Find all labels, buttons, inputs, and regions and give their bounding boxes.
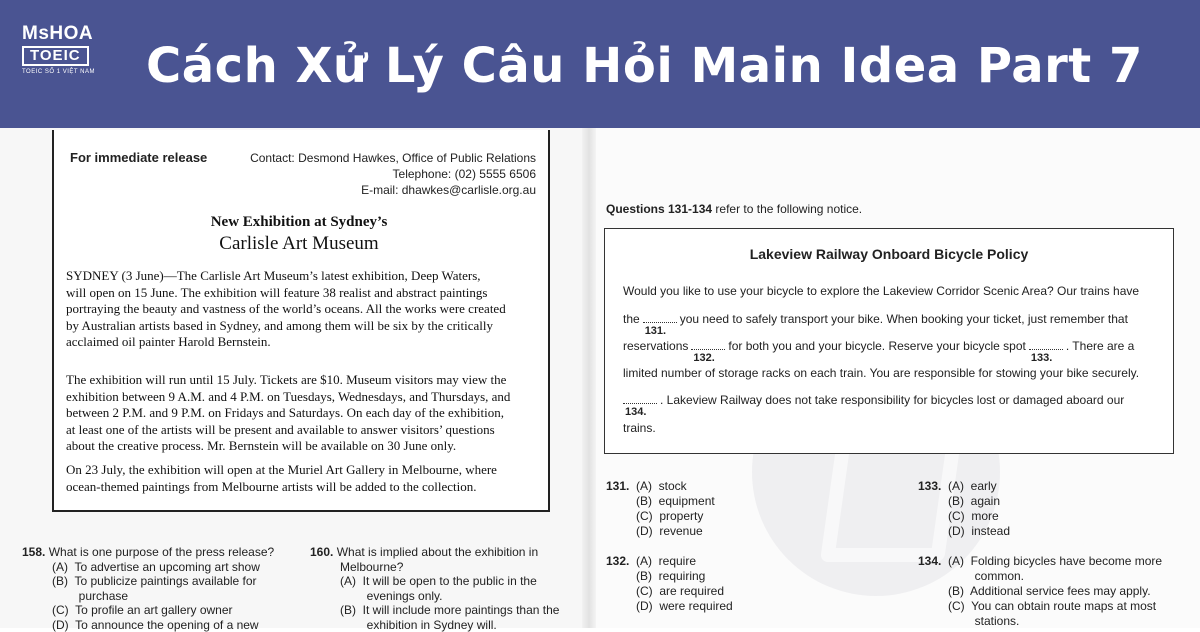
- answer-options: [948, 479, 1010, 539]
- answer-option[interactable]: (B) requiring: [636, 569, 733, 584]
- answer-option-continued: purchase: [52, 589, 292, 604]
- blank-134[interactable]: [623, 394, 657, 404]
- blank-number: 133.: [1031, 352, 1052, 364]
- question-text: What is one purpose of the press release?: [49, 545, 274, 559]
- answer-option-continued: common.: [948, 569, 1162, 584]
- question-number: 132.: [606, 554, 629, 569]
- answer-option-continued: exhibition in Sydney will.: [340, 618, 580, 632]
- notice-text: you need to safely transport your bike. When booking your ticket, just remember that: [680, 312, 1128, 326]
- answer-option[interactable]: (A) To advertise an upcoming art show: [52, 560, 292, 575]
- answer-option[interactable]: (C) You can obtain route maps at most: [948, 599, 1162, 614]
- blank-131[interactable]: [643, 313, 677, 323]
- answer-option[interactable]: (A) It will be open to the public in the: [340, 574, 580, 589]
- answer-option[interactable]: (B) To publicize paintings available for: [52, 574, 292, 589]
- question-132: [606, 554, 886, 618]
- contact-block: [250, 150, 536, 198]
- logo-tagline: TOEIC SỐ 1 VIỆT NAM: [22, 69, 132, 75]
- question-number: 133.: [918, 479, 941, 494]
- notice-line: limited number of storage racks on each train. You are responsible for stowing your bike securely.: [623, 366, 1139, 380]
- notice-text: . There are a: [1066, 339, 1134, 353]
- answer-option[interactable]: (D) revenue: [636, 524, 715, 539]
- book-gutter: [582, 128, 596, 628]
- question-number: 160.: [310, 545, 333, 559]
- paragraph-line: acclaimed oil painter Harold Bernstein.: [66, 334, 540, 351]
- answer-option[interactable]: (A) require: [636, 554, 733, 569]
- question-number: 158.: [22, 545, 45, 559]
- question-131: [606, 479, 886, 543]
- questions-instruction: [606, 202, 862, 216]
- blank-number: 134.: [625, 406, 646, 418]
- answer-option-continued: evenings only.: [340, 589, 580, 604]
- answer-option[interactable]: (C) more: [948, 509, 1010, 524]
- answer-option[interactable]: (C) property: [636, 509, 715, 524]
- notice-line: Would you like to use your bicycle to explore the Lakeview Corridor Scenic Area? Our trains have: [623, 284, 1139, 298]
- contact-email: E-mail: dhawkes@carlisle.org.au: [250, 182, 536, 198]
- question-text: What is implied about the exhibition in: [337, 545, 538, 559]
- answer-option[interactable]: (C) To profile an art gallery owner: [52, 603, 292, 618]
- question-range: Questions 131-134: [606, 202, 712, 216]
- notice-line: trains.: [623, 421, 656, 435]
- question-160: [310, 545, 580, 632]
- question-133: [918, 479, 1188, 543]
- answer-option[interactable]: (A) Folding bicycles have become more: [948, 554, 1162, 569]
- answer-option[interactable]: (A) stock: [636, 479, 715, 494]
- answer-option[interactable]: (A) early: [948, 479, 1010, 494]
- notice-title: Lakeview Railway Onboard Bicycle Policy: [604, 246, 1174, 262]
- press-paragraph-1: [66, 268, 540, 351]
- answer-option-continued: stations.: [948, 614, 1162, 629]
- logo-brand-text: MsHOA: [22, 24, 132, 44]
- paragraph-line: about the creative process. Mr. Bernstein will be available on 30 June only.: [66, 438, 540, 455]
- answer-option[interactable]: (B) It will include more paintings than the: [340, 603, 580, 618]
- answer-options: [22, 560, 292, 632]
- paragraph-line: ocean-themed paintings from Melbourne artists will be added to the collection.: [66, 479, 540, 496]
- immediate-release-label: For immediate release: [70, 150, 207, 165]
- brand-logo[interactable]: [22, 24, 132, 84]
- question-text-continued: Melbourne?: [310, 560, 580, 575]
- contact-line: Contact: Desmond Hawkes, Office of Public Relations: [250, 150, 536, 166]
- paragraph-line: at least one of the artists will be present and available to answer visitors’ questions: [66, 422, 540, 439]
- notice-text: the: [623, 312, 640, 326]
- question-number: 134.: [918, 554, 941, 569]
- instruction-text: refer to the following notice.: [712, 202, 862, 216]
- paragraph-line: by Australian artists based in Sydney, and among them will be six by the critically: [66, 318, 540, 335]
- answer-option[interactable]: (B) again: [948, 494, 1010, 509]
- notice-text: . Lakeview Railway does not take responsibility for bicycles lost or damaged aboard our: [660, 393, 1124, 407]
- notice-text: for both you and your bicycle. Reserve your bicycle spot: [728, 339, 1025, 353]
- answer-option[interactable]: (B) equipment: [636, 494, 715, 509]
- paragraph-line: exhibition between 9 A.M. and 4 P.M. on Tuesdays, Wednesdays, and Thursdays, and: [66, 389, 540, 406]
- answer-option[interactable]: (D) were required: [636, 599, 733, 614]
- blank-number: 132.: [693, 352, 714, 364]
- paragraph-line: SYDNEY (3 June)—The Carlisle Art Museum’s latest exhibition, Deep Waters,: [66, 268, 540, 285]
- press-release-title-line1: New Exhibition at Sydney’s: [52, 214, 546, 231]
- notice-text: reservations: [623, 339, 688, 353]
- paragraph-line: will open on 15 June. The exhibition will feature 38 realist and abstract paintings: [66, 285, 540, 302]
- question-158: [22, 545, 292, 632]
- contact-phone: Telephone: (02) 5555 6506: [250, 166, 536, 182]
- notice-line: [623, 339, 1134, 353]
- answer-options: [636, 554, 733, 614]
- question-stem: [310, 545, 580, 560]
- answer-options: [948, 554, 1162, 629]
- logo-toeic-badge: TOEIC: [22, 46, 89, 66]
- paragraph-line: between 2 P.M. and 9 P.M. on Fridays and Saturdays. On each day of the exhibition,: [66, 405, 540, 422]
- answer-option[interactable]: (B) Additional service fees may apply.: [948, 584, 1162, 599]
- answer-option[interactable]: (D) To announce the opening of a new: [52, 618, 292, 632]
- page-title: Cách Xử Lý Câu Hỏi Main Idea Part 7: [146, 36, 1143, 96]
- answer-option[interactable]: (D) instead: [948, 524, 1010, 539]
- paragraph-line: portraying the beauty and vastness of the world’s oceans. All the works were created: [66, 301, 540, 318]
- notice-line: [623, 312, 1128, 326]
- paragraph-line: On 23 July, the exhibition will open at the Muriel Art Gallery in Melbourne, where: [66, 462, 540, 479]
- notice-line: [623, 393, 1124, 407]
- answer-options: [636, 479, 715, 539]
- press-paragraph-2: [66, 372, 540, 455]
- press-release-title-line2: Carlisle Art Museum: [52, 233, 546, 255]
- answer-options: [310, 574, 580, 632]
- blank-133[interactable]: [1029, 340, 1063, 350]
- blank-132[interactable]: [691, 340, 725, 350]
- question-number: 131.: [606, 479, 629, 494]
- answer-option[interactable]: (C) are required: [636, 584, 733, 599]
- question-stem: [22, 545, 292, 560]
- blank-number: 131.: [645, 325, 666, 337]
- press-paragraph-3: [66, 462, 540, 495]
- question-134: [918, 554, 1188, 628]
- paragraph-line: The exhibition will run until 15 July. Tickets are $10. Museum visitors may view the: [66, 372, 540, 389]
